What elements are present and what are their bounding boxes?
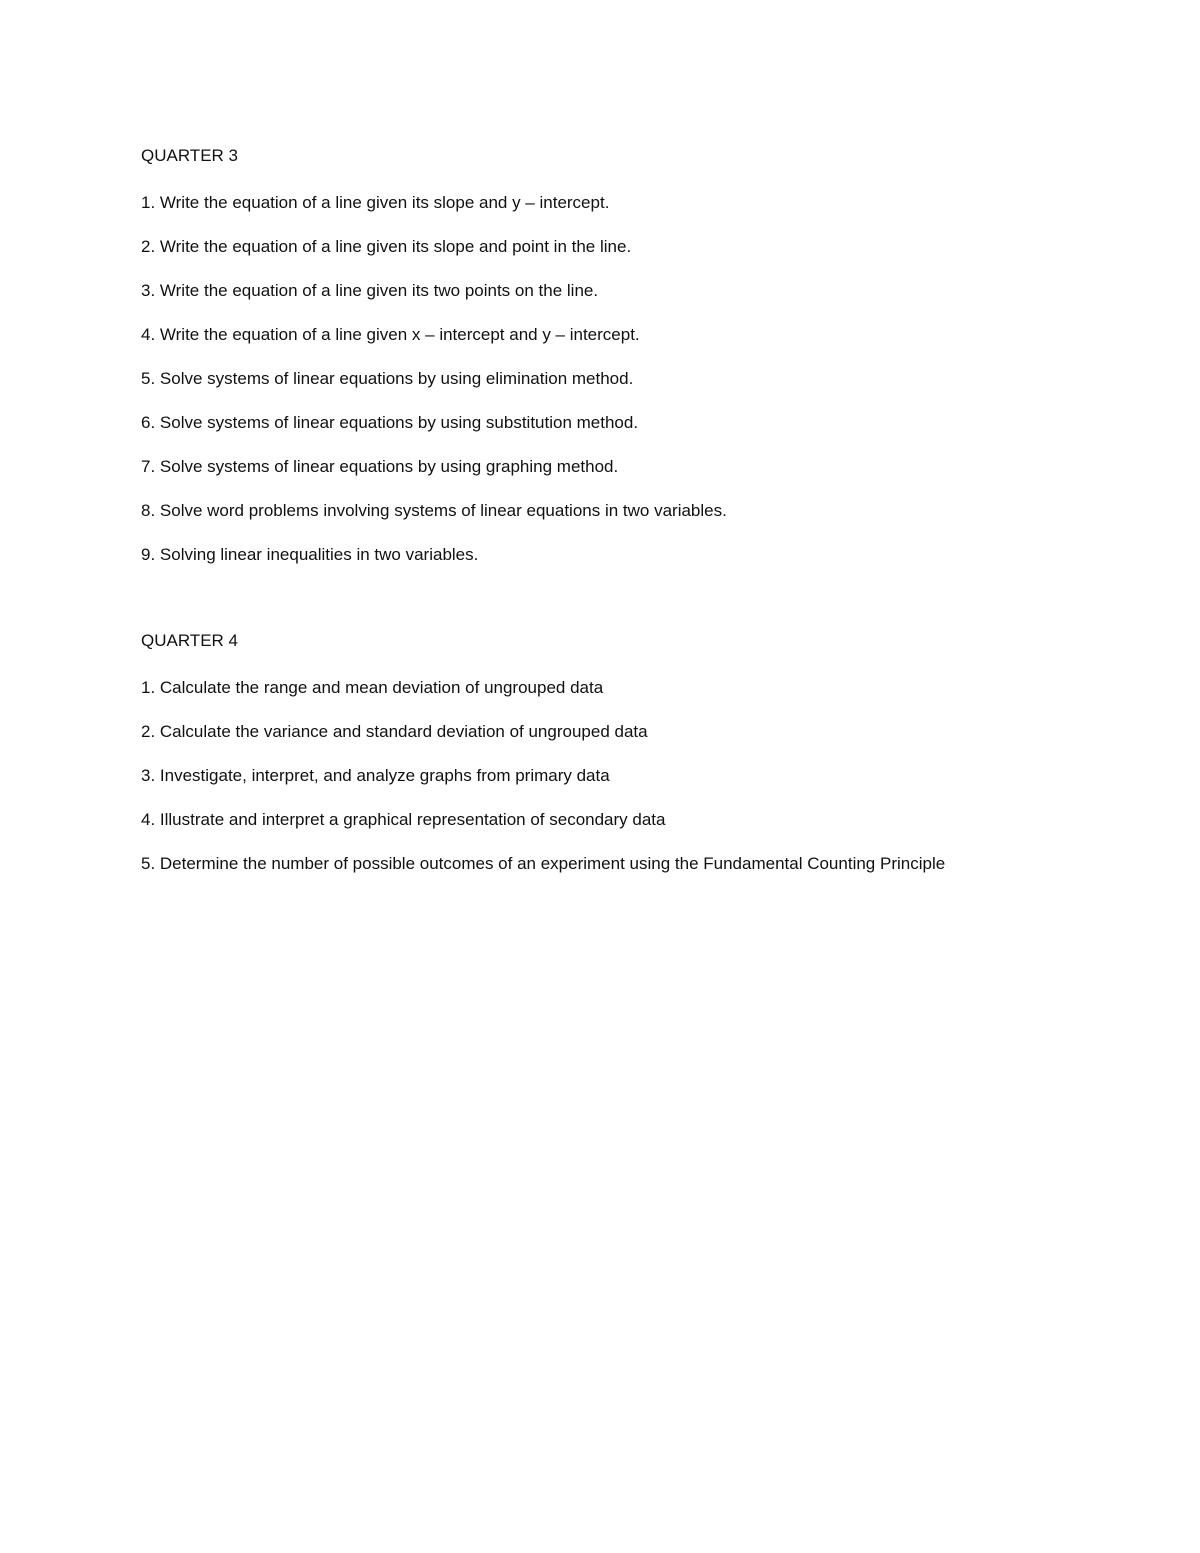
quarter-3-section	[141, 145, 1041, 585]
quarter-4-item-1: 1. Calculate the range and mean deviation of ungrouped data	[141, 678, 604, 697]
quarter-3-item-6: 6. Solve systems of linear equations by using substitution method.	[141, 413, 639, 432]
quarter-3-item-5: 5. Solve systems of linear equations by using elimination method.	[141, 369, 634, 388]
quarter-4-item-3: 3. Investigate, interpret, and analyze graphs from primary data	[141, 766, 610, 785]
quarter-4-heading: QUARTER 4	[141, 631, 238, 650]
quarter-4-item-2: 2. Calculate the variance and standard deviation of ungrouped data	[141, 722, 648, 741]
quarter-3-item-2: 2. Write the equation of a line given its slope and point in the line.	[141, 237, 632, 256]
quarter-4-section	[141, 630, 1041, 894]
quarter-3-item-4: 4. Write the equation of a line given x – intercept and y – intercept.	[141, 325, 640, 344]
quarter-3-item-9: 9. Solving linear inequalities in two variables.	[141, 545, 479, 564]
quarter-3-item-7: 7. Solve systems of linear equations by using graphing method.	[141, 457, 619, 476]
quarter-3-item-8: 8. Solve word problems involving systems of linear equations in two variables.	[141, 501, 727, 520]
quarter-3-heading: QUARTER 3	[141, 146, 238, 165]
quarter-4-item-4: 4. Illustrate and interpret a graphical representation of secondary data	[141, 810, 666, 829]
quarter-3-item-3: 3. Write the equation of a line given its two points on the line.	[141, 281, 599, 300]
quarter-4-item-5: 5. Determine the number of possible outcomes of an experiment using the Fundamental Counting Principle	[141, 854, 946, 873]
quarter-3-item-1: 1. Write the equation of a line given its slope and y – intercept.	[141, 193, 610, 212]
